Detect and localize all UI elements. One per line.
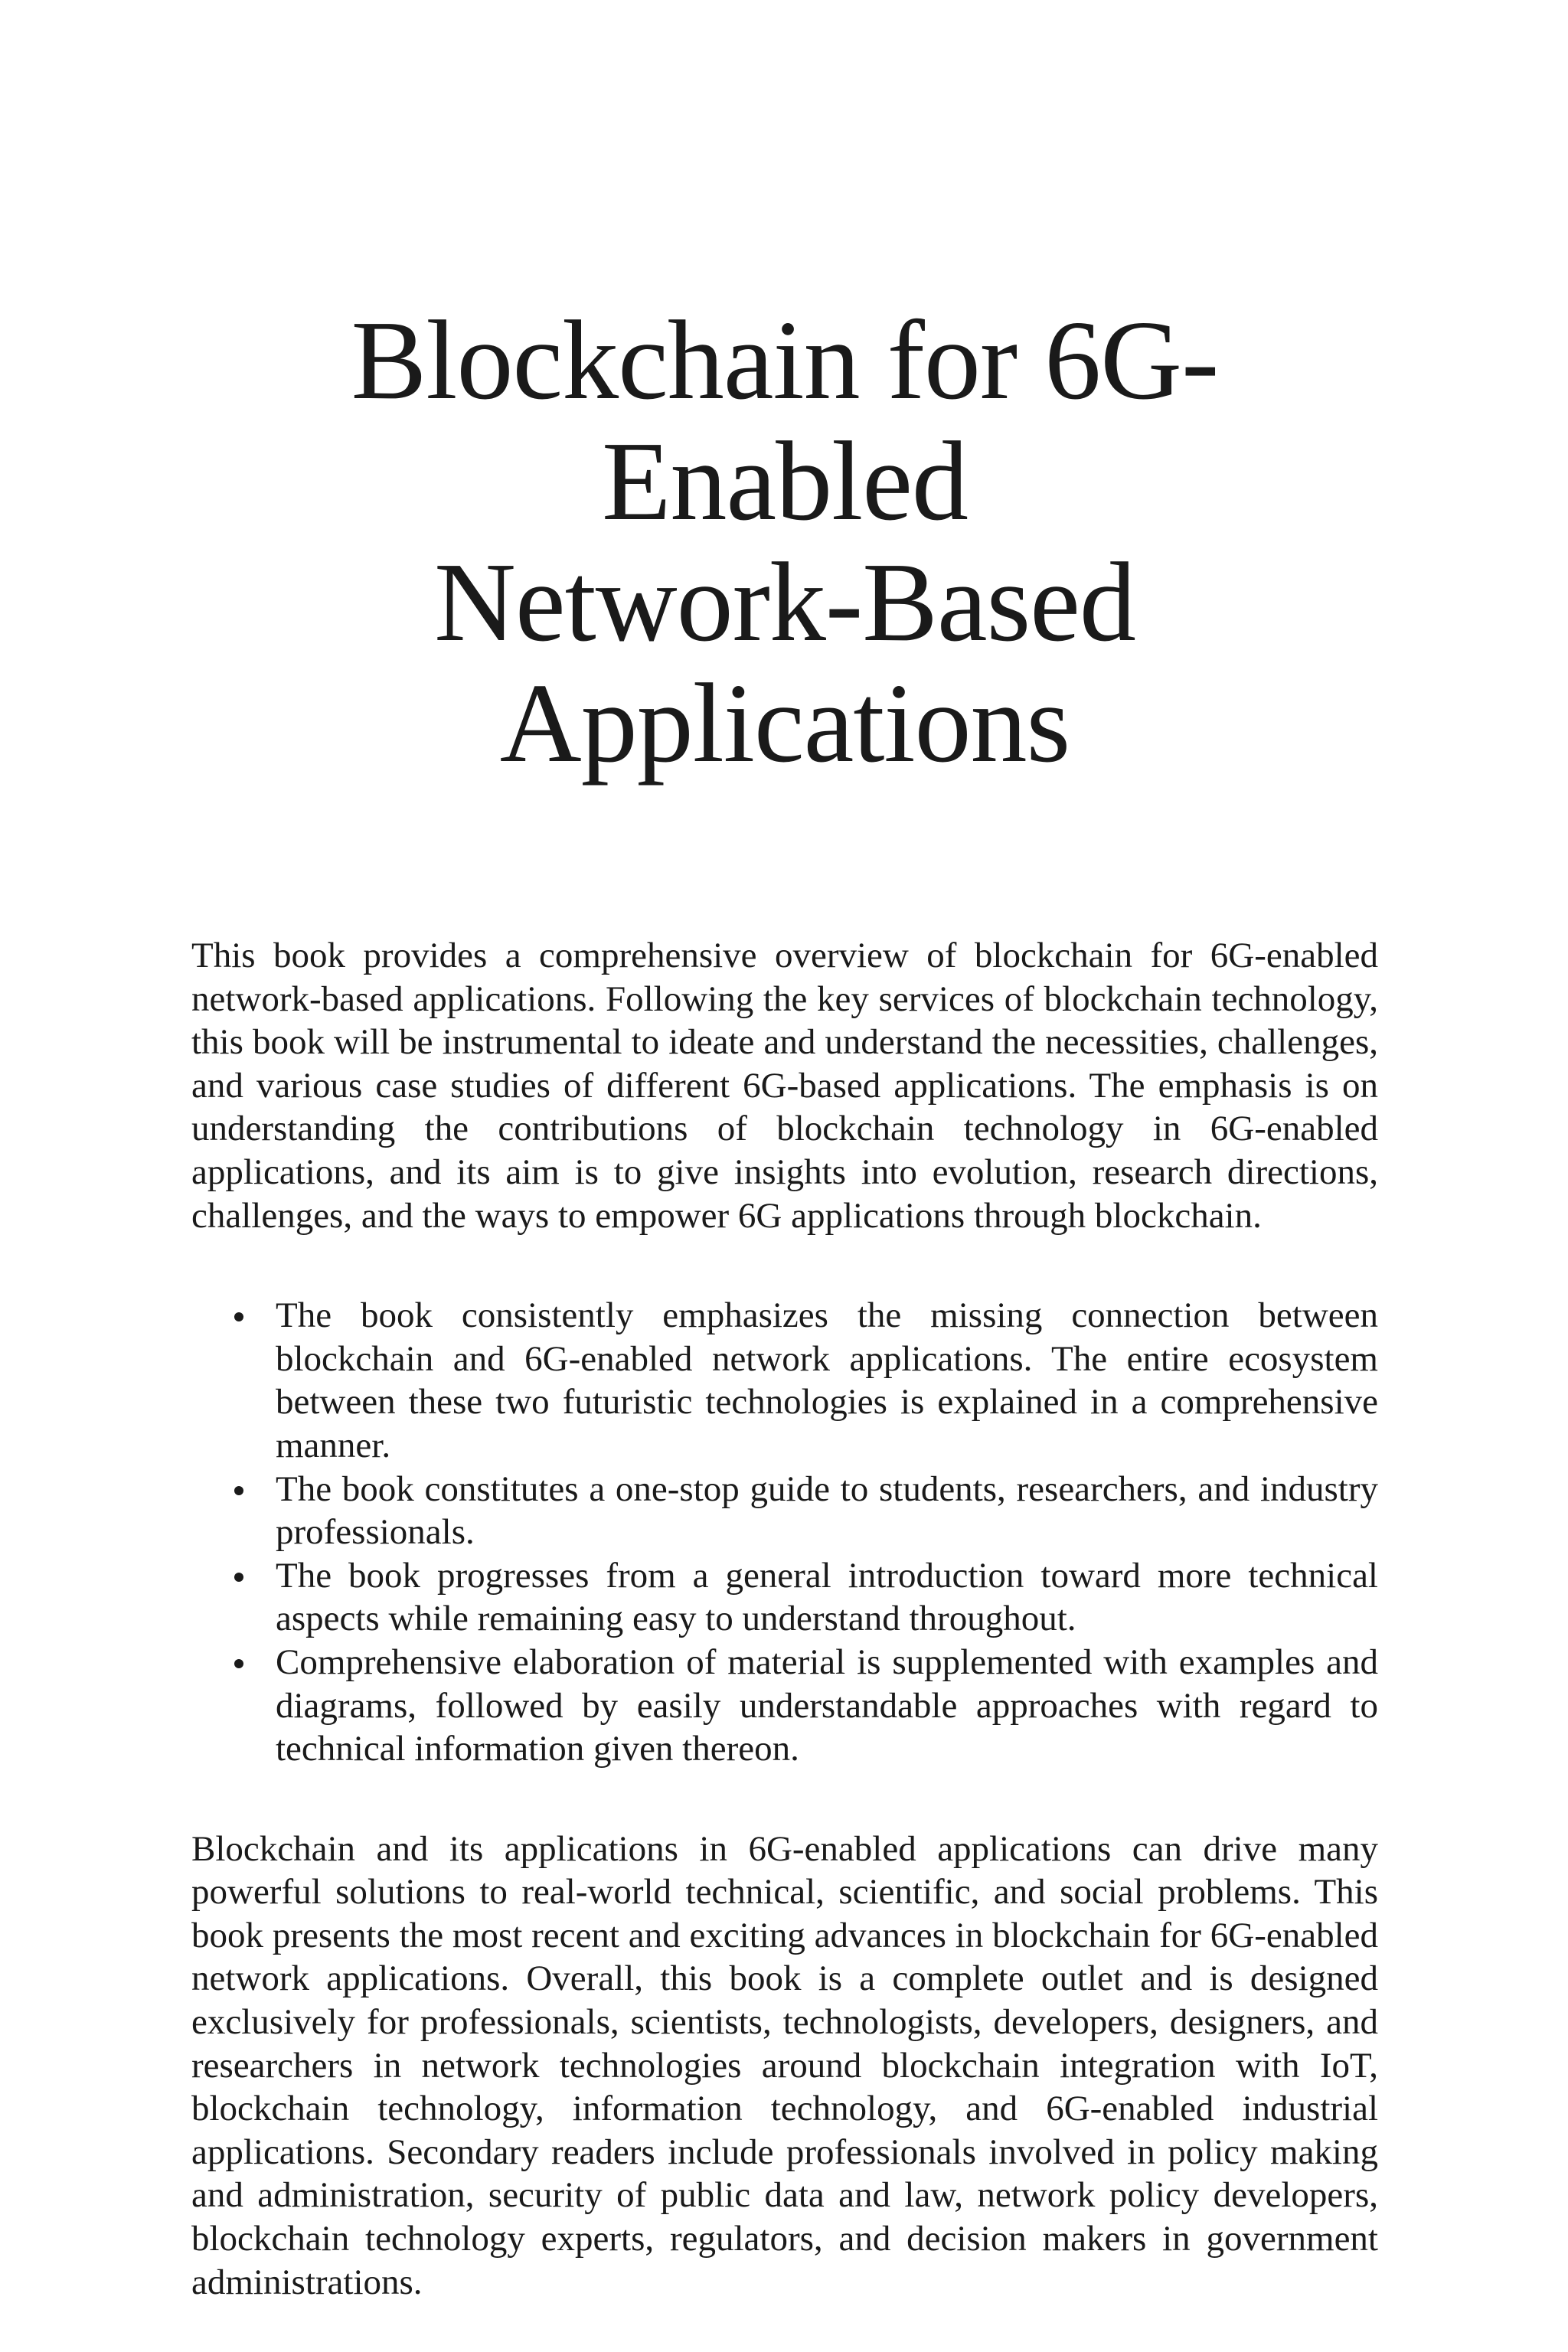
bullet-icon — [234, 1659, 243, 1668]
feature-list-item — [276, 1294, 1378, 1467]
feature-list-item — [276, 1468, 1378, 1554]
book-title-line-2: Network-Based — [434, 540, 1135, 665]
book-description-page — [191, 0, 1378, 2304]
closing-paragraph: Blockchain and its applications in 6G-enabled applications can drive many powerful solutions to real-world technical, scientific, and social problems. This book presents the most recent and exciting advances in blockchain for 6G-enabled network applications. Overall, this book is a complete outlet and is designed exclusively for professionals, scientists, technologists, developers, designers, and researchers in network technologies around blockchain integration with IoT, blockchain technology, information technology, and 6G-enabled industrial applications. Secondary readers include professionals involved in policy making and administration, security of public data and law, network policy developers, blockchain technology experts, regulators, and decision makers in government administrations. — [191, 1828, 1378, 2302]
feature-text: Comprehensive elaboration of material is supplemented with examples and diagrams, followed by easily understandable approaches with regard to technical information given thereon. — [276, 1642, 1378, 1769]
bullet-icon — [234, 1573, 243, 1582]
book-title-line-1: Blockchain for 6G-Enabled — [351, 298, 1219, 544]
feature-text: The book progresses from a general introduction toward more technical aspects while remaining easy to understand throughout. — [276, 1555, 1378, 1639]
book-title — [191, 300, 1378, 784]
book-title-line-3: Applications — [499, 661, 1070, 786]
feature-list — [191, 1294, 1378, 1771]
bullet-icon — [234, 1486, 243, 1495]
feature-list-item — [276, 1554, 1378, 1641]
feature-text: The book constitutes a one-stop guide to students, researchers, and industry professionals. — [276, 1468, 1378, 1553]
feature-text: The book consistently emphasizes the missing connection between blockchain and 6G-enabled network applications. The entire ecosystem between these two futuristic technologies is explained in a comprehensive manner. — [276, 1295, 1378, 1465]
feature-list-item — [276, 1641, 1378, 1771]
intro-paragraph: This book provides a comprehensive overview of blockchain for 6G-enabled network-based applications. Following the key services of blockchain technology, this book will be instrumental to ideate and understand the necessities, challenges, and various case studies of different 6G-based applications. The emphasis is on understanding the contributions of blockchain technology in 6G-enabled applications, and its aim is to give insights into evolution, research directions, challenges, and the ways to empower 6G applications through blockchain. — [191, 936, 1378, 1236]
bullet-icon — [234, 1312, 243, 1321]
